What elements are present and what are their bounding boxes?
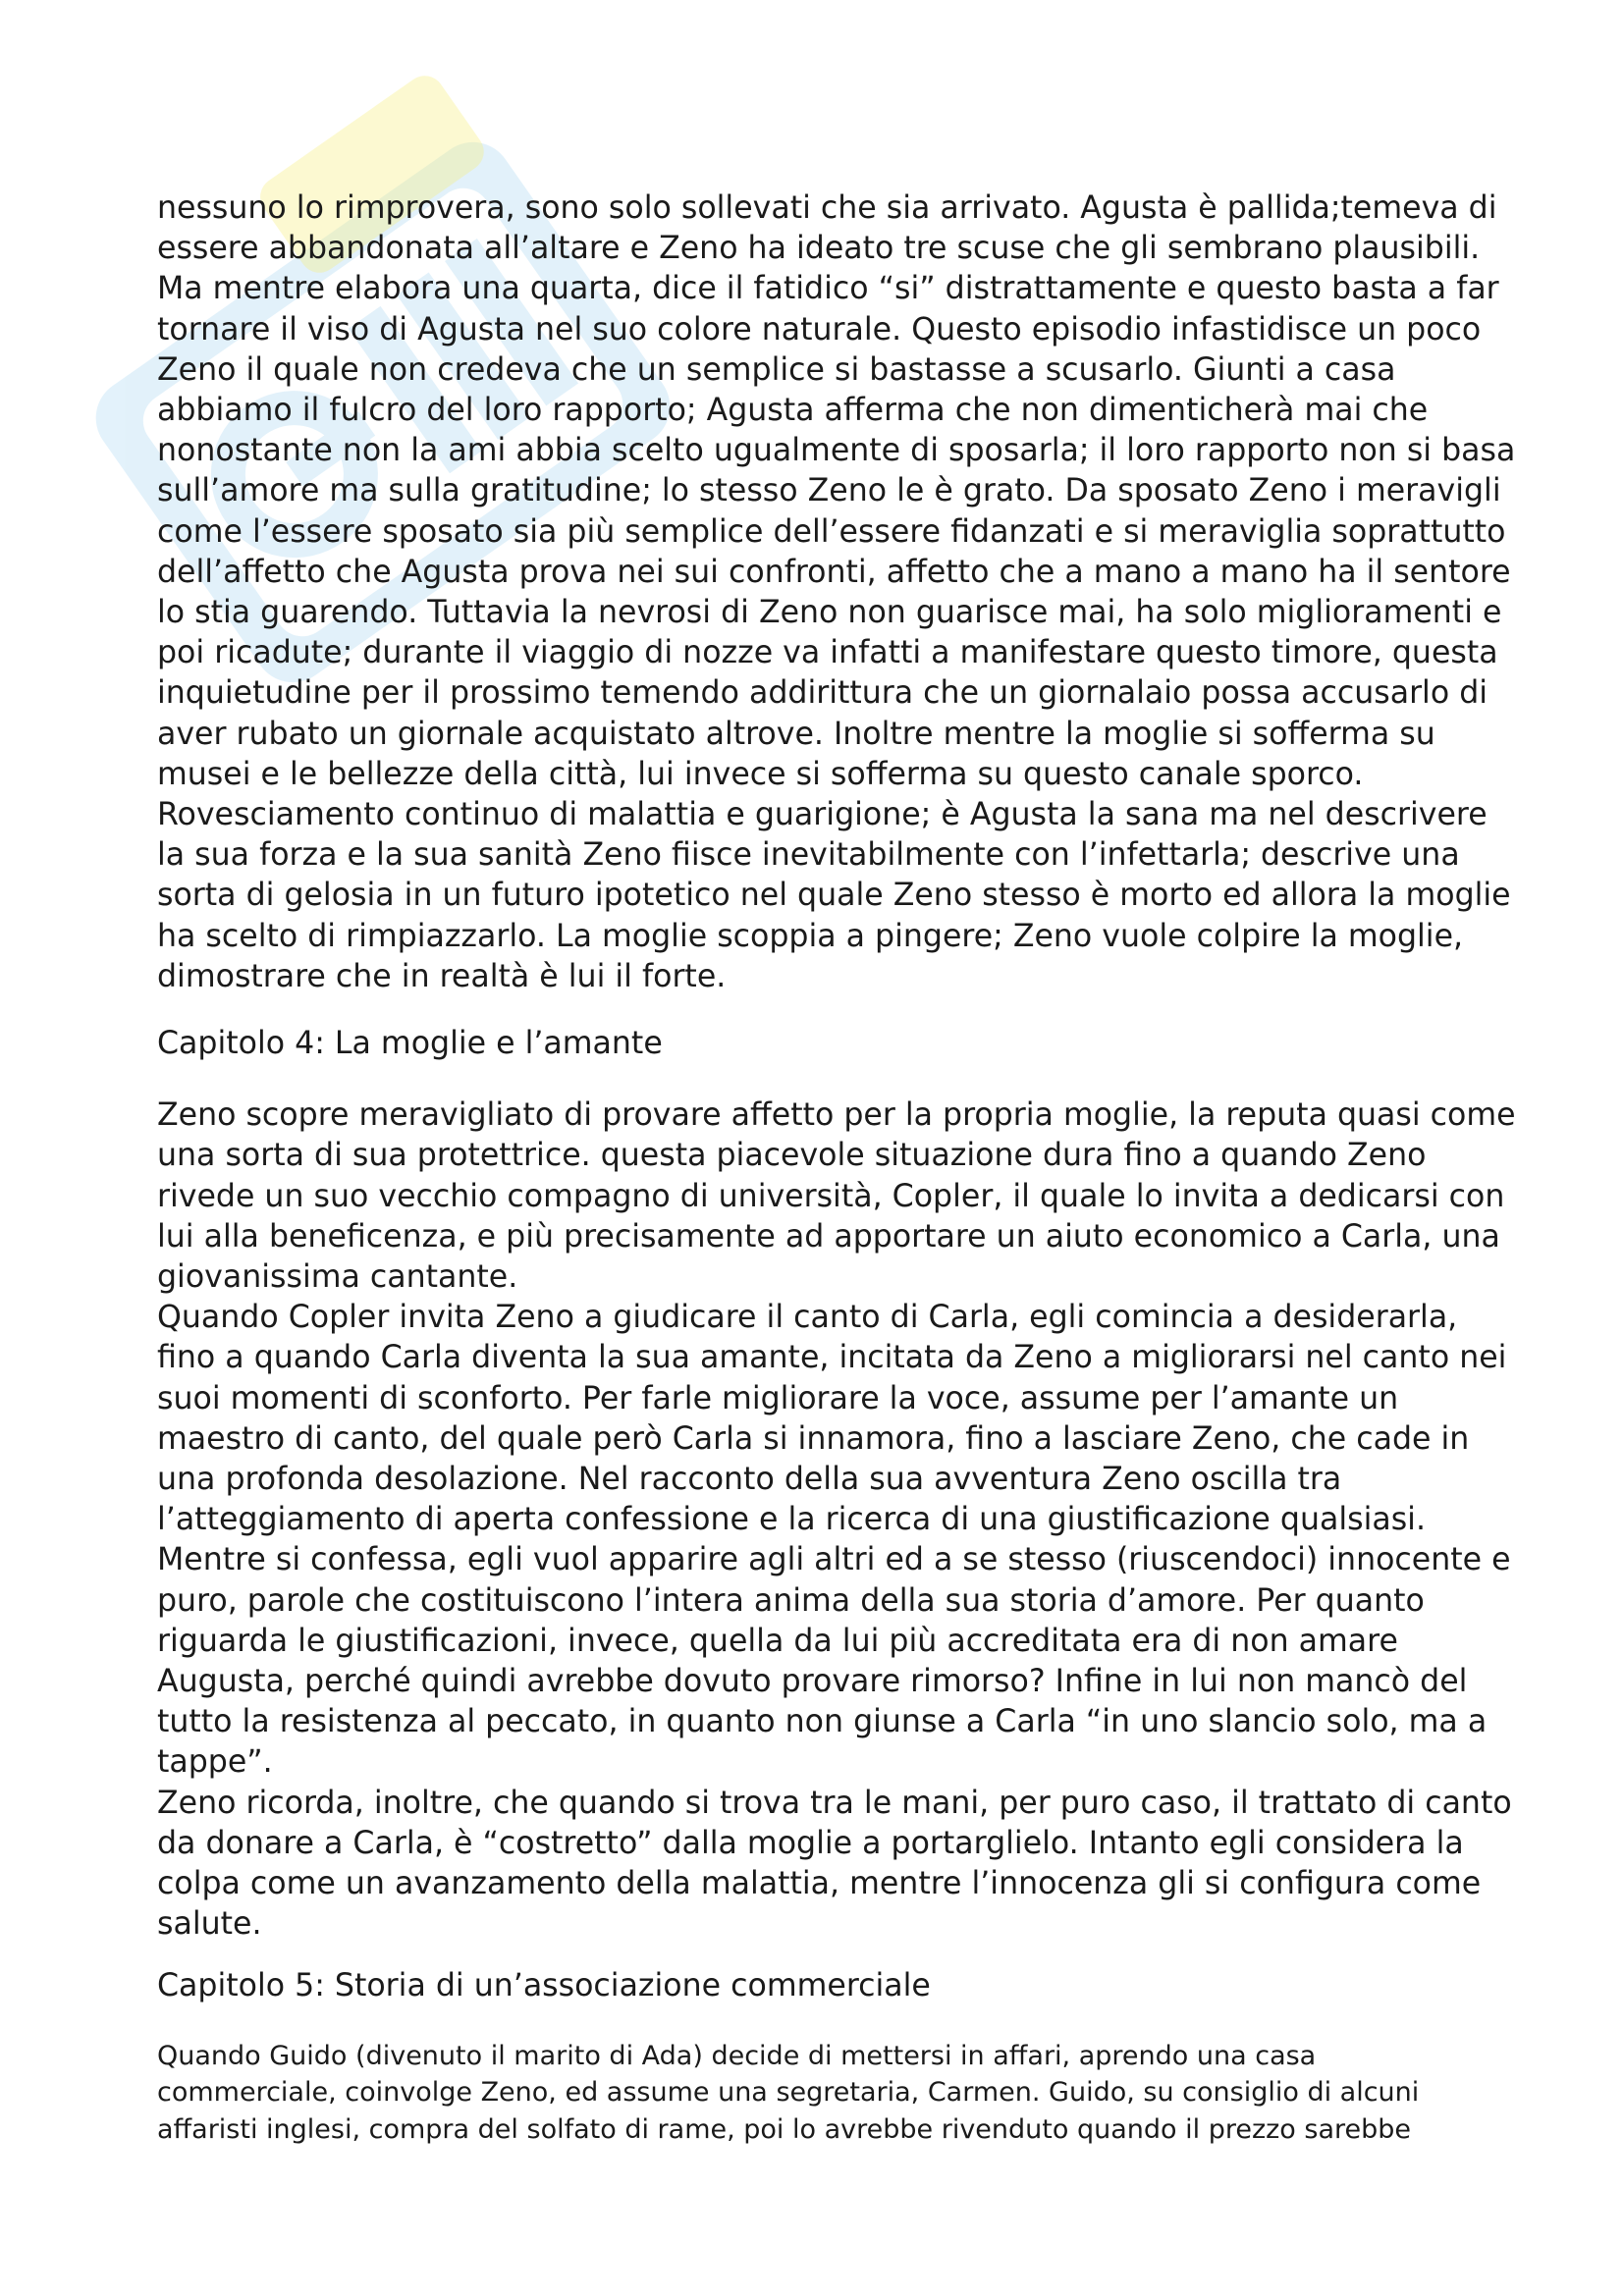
text-line: lo stia guarendo. Tuttavia la nevrosi di Zeno non guarisce mai, ha solo miglioramenti e xyxy=(157,595,1502,631)
text-line: tappe”. xyxy=(157,1744,273,1781)
text-line: l’atteggiamento di aperta confessione e la ricerca di una giustificazione qualsiasi. xyxy=(157,1502,1426,1538)
text-line: sorta di gelosia in un futuro ipotetico nel quale Zeno stesso è morto ed allora la moglie xyxy=(157,878,1511,914)
text-line: Augusta, perché quindi avrebbe dovuto provare rimorso? Infine in lui non mancò del xyxy=(157,1664,1468,1700)
text-line: Quando Copler invita Zeno a giudicare il canto di Carla, egli comincia a desiderarla, xyxy=(157,1300,1458,1336)
text-line: rivede un suo vecchio compagno di università, Copler, il quale lo invita a dedicarsi con xyxy=(157,1178,1505,1214)
text-line: nonostante non la ami abbia scelto ugualmente di sposarla; il loro rapporto non si basa xyxy=(157,433,1516,469)
text-line: Zeno il quale non credeva che un semplice si bastasse a scusarlo. Giunti a casa xyxy=(157,351,1396,388)
text-line: Quando Guido (divenuto il marito di Ada) decide di mettersi in affari, aprendo una casa xyxy=(157,2040,1317,2071)
text-line: Rovesciamento continuo di malattia e guarigione; è Agusta la sana ma nel descrivere xyxy=(157,797,1488,833)
text-line: aver rubato un giornale acquistato altrove. Inoltre mentre la moglie si sofferma su xyxy=(157,716,1435,752)
text-line: lui alla beneficenza, e più precisamente ad apportare un aiuto economico a Carla, una xyxy=(157,1218,1500,1255)
text-line: puro, parole che costituiscono l’intera anima della sua storia d’amore. Per quanto xyxy=(157,1582,1425,1619)
paragraph-marriage xyxy=(157,188,1516,1002)
text-line: una profonda desolazione. Nel racconto della sua avventura Zeno oscilla tra xyxy=(157,1462,1342,1498)
text-line: Ma mentre elabora una quarta, dice il fatidico “si” distrattamente e questo basta a far xyxy=(157,271,1499,307)
text-line: salute. xyxy=(157,1906,262,1943)
text-line: poi ricadute; durante il viaggio di nozze va infatti a manifestare questo timore, questa xyxy=(157,635,1498,671)
text-line: affaristi inglesi, compra del solfato di rame, poi lo avrebbe rivenduto quando il prezzo sarebbe xyxy=(157,2113,1412,2145)
chapter-5-heading: Capitolo 5: Storia di un’associazione commerciale xyxy=(157,1968,931,2004)
text-line: dell’affetto che Agusta prova nei sui confronti, affetto che a mano a mano ha il sentore xyxy=(157,554,1511,590)
text-line: musei e le bellezze della città, lui invece si sofferma su questo canale sporco. xyxy=(157,756,1364,792)
text-line: dimostrare che in realtà è lui il forte. xyxy=(157,958,727,994)
text-line: da donare a Carla, è “costretto” dalla moglie a portarglielo. Intanto egli considera la xyxy=(157,1825,1464,1861)
text-line: fino a quando Carla diventa la sua amante, incitata da Zeno a migliorarsi nel canto nei xyxy=(157,1340,1507,1376)
text-line: commerciale, coinvolge Zeno, ed assume una segretaria, Carmen. Guido, su consiglio di alcuni xyxy=(157,2077,1420,2109)
text-line: essere abbandonata all’altare e Zeno ha ideato tre scuse che gli sembrano plausibili. xyxy=(157,231,1481,267)
text-line: colpa come un avanzamento della malattia, mentre l’innocenza gli si configura come xyxy=(157,1866,1482,1902)
text-line: Zeno scopre meravigliato di provare affetto per la propria moglie, la reputa quasi come xyxy=(157,1097,1516,1134)
text-line: come l’essere sposato sia più semplice dell’essere fidanzati e si meraviglia soprattutto xyxy=(157,513,1506,550)
document-page xyxy=(157,188,1516,2148)
text-line: tornare il viso di Agusta nel suo colore naturale. Questo episodio infastidisce un poco xyxy=(157,311,1482,347)
text-line: Zeno ricorda, inoltre, che quando si trova tra le mani, per puro caso, il trattato di canto xyxy=(157,1785,1512,1821)
text-line: tutto la resistenza al peccato, in quanto non giunse a Carla “in uno slancio solo, ma a xyxy=(157,1704,1488,1740)
text-line: inquietudine per il prossimo temendo addirittura che un giornalaio possa accusarlo di xyxy=(157,675,1488,712)
text-line: nessuno lo rimprovera, sono solo sollevati che sia arrivato. Agusta è pallida;temeva di xyxy=(157,190,1497,226)
text-line: una sorta di sua protettrice. questa piacevole situazione dura fino a quando Zeno xyxy=(157,1138,1427,1174)
text-line: ha scelto di rimpiazzarlo. La moglie scoppia a pingere; Zeno vuole colpire la moglie, xyxy=(157,918,1464,954)
text-line: suoi momenti di sconforto. Per farle migliorare la voce, assume per l’amante un xyxy=(157,1380,1399,1416)
paragraph-chapter-4 xyxy=(157,1095,1516,1945)
text-line: maestro di canto, del quale però Carla si innamora, fino a lasciare Zeno, che cade in xyxy=(157,1420,1470,1457)
text-line: Mentre si confessa, egli vuol apparire agli altri ed a se stesso (riuscendoci) innocente e xyxy=(157,1542,1511,1578)
text-line: riguarda le giustificazioni, invece, quella da lui più accreditata era di non amare xyxy=(157,1623,1398,1659)
text-line: giovanissima cantante. xyxy=(157,1259,518,1296)
paragraph-chapter-5 xyxy=(157,2038,1485,2149)
text-line: sull’amore ma sulla gratitudine; lo stesso Zeno le è grato. Da sposato Zeno i meravigli xyxy=(157,473,1501,509)
text-line: la sua forza e la sua sanità Zeno fiisce inevitabilmente con l’infettarla; descrive una xyxy=(157,837,1460,874)
text-line: abbiamo il fulcro del loro rapporto; Agusta afferma che non dimenticherà mai che xyxy=(157,393,1429,429)
chapter-4-heading: Capitolo 4: La moglie e l’amante xyxy=(157,1026,663,1061)
